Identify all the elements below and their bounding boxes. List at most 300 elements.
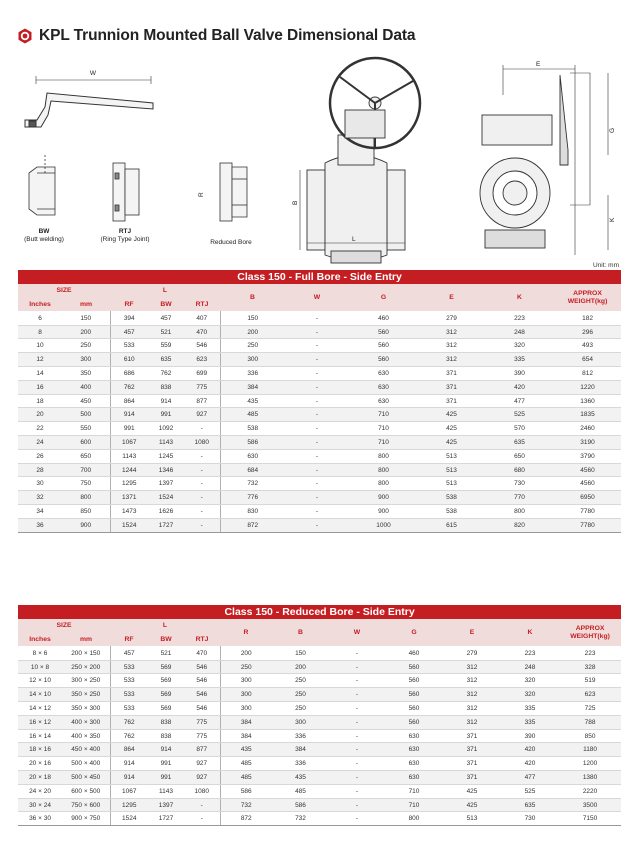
table-cell: 16 — [18, 380, 62, 394]
table-cell: 300 — [220, 674, 272, 688]
table-cell: 838 — [148, 729, 184, 743]
reduced-bore-table — [18, 605, 621, 826]
table-row — [18, 660, 621, 674]
table-cell: 730 — [501, 812, 559, 826]
table-cell: 538 — [418, 505, 485, 519]
table-row — [18, 436, 621, 450]
table-cell: 312 — [443, 674, 501, 688]
table-cell: 312 — [443, 688, 501, 702]
weight-header — [559, 619, 621, 647]
table-cell: 615 — [418, 518, 485, 532]
table-cell: 650 — [62, 449, 110, 463]
table-cell: 250 × 200 — [62, 660, 110, 674]
table-cell: 485 — [220, 757, 272, 771]
table-cell: 10 × 8 — [18, 660, 62, 674]
table-cell: - — [329, 715, 385, 729]
table-cell: 300 — [220, 688, 272, 702]
table-cell: 457 — [148, 311, 184, 325]
table-cell: 390 — [501, 729, 559, 743]
table-cell: 36 × 30 — [18, 812, 62, 826]
table-cell: 830 — [220, 505, 285, 519]
table-cell: 394 — [110, 311, 148, 325]
table-cell: 30 × 24 — [18, 798, 62, 812]
table-cell: 533 — [110, 688, 148, 702]
table-cell: 513 — [418, 463, 485, 477]
table-cell: 1524 — [148, 491, 184, 505]
table-cell: 586 — [272, 798, 329, 812]
weight-header-line2: WEIGHT(kg) — [567, 297, 608, 305]
table-cell: 914 — [148, 743, 184, 757]
table-cell: 1000 — [349, 518, 418, 532]
table-cell: 914 — [110, 757, 148, 771]
table-cell: - — [184, 422, 220, 436]
table-cell: 623 — [559, 688, 621, 702]
table-cell: 1067 — [110, 436, 148, 450]
table-cell: - — [285, 436, 349, 450]
table-cell: 1143 — [148, 784, 184, 798]
table-cell: 900 — [62, 518, 110, 532]
table-cell: 425 — [443, 784, 501, 798]
table-cell: 14 × 12 — [18, 702, 62, 716]
reduced-bore-banner: Class 150 - Reduced Bore - Side Entry — [18, 605, 621, 619]
table-cell: 700 — [62, 463, 110, 477]
table-cell: - — [285, 422, 349, 436]
table-cell: 500 × 400 — [62, 757, 110, 771]
table-cell: 425 — [443, 798, 501, 812]
table-cell: 914 — [148, 394, 184, 408]
table-cell: 500 — [62, 408, 110, 422]
table-cell: 6 — [18, 311, 62, 325]
table-cell: - — [329, 660, 385, 674]
table-cell: - — [285, 408, 349, 422]
table-cell: 686 — [110, 367, 148, 381]
inches-header: Inches — [18, 298, 62, 312]
table-cell: 4560 — [554, 463, 621, 477]
table-cell: 300 × 250 — [62, 674, 110, 688]
table-cell: 420 — [501, 757, 559, 771]
table-row — [18, 715, 621, 729]
table-cell: 420 — [485, 380, 554, 394]
table-cell: 279 — [418, 311, 485, 325]
table-cell: 533 — [110, 674, 148, 688]
table-cell: 250 — [272, 688, 329, 702]
table-cell: 7780 — [554, 505, 621, 519]
table-row — [18, 353, 621, 367]
table-cell: 3190 — [554, 436, 621, 450]
table-row — [18, 702, 621, 716]
table-cell: 1727 — [148, 518, 184, 532]
full-bore-banner: Class 150 - Full Bore - Side Entry — [18, 270, 621, 284]
table-row — [18, 784, 621, 798]
table-cell: 371 — [418, 380, 485, 394]
bw-caption: BW — [38, 228, 50, 235]
table-cell: 150 — [220, 311, 285, 325]
table-cell: 425 — [418, 422, 485, 436]
table-cell: 7150 — [559, 812, 621, 826]
table-row — [18, 812, 621, 826]
table-cell: 14 — [18, 367, 62, 381]
table-cell: 14 × 10 — [18, 688, 62, 702]
table-cell: 400 × 350 — [62, 729, 110, 743]
bw-subcaption: (Butt welding) — [24, 236, 64, 243]
table-cell: 150 — [272, 646, 329, 660]
table-cell: 477 — [501, 771, 559, 785]
table-cell: 1220 — [554, 380, 621, 394]
table-cell: 546 — [184, 702, 220, 716]
table-row — [18, 477, 621, 491]
table-row — [18, 491, 621, 505]
table-cell: 877 — [184, 743, 220, 757]
table-cell: 12 — [18, 353, 62, 367]
table-row — [18, 688, 621, 702]
table-cell: 1080 — [184, 784, 220, 798]
table-cell: 750 × 600 — [62, 798, 110, 812]
table-cell: 800 — [349, 477, 418, 491]
table-cell: 630 — [385, 757, 443, 771]
table-row — [18, 463, 621, 477]
table-cell: 20 × 16 — [18, 757, 62, 771]
table-row — [18, 311, 621, 325]
table-cell: 435 — [220, 743, 272, 757]
table-cell: 350 × 300 — [62, 702, 110, 716]
reduced-bore-drawing — [220, 163, 247, 221]
table-cell: 1835 — [554, 408, 621, 422]
table-row — [18, 757, 621, 771]
table-cell: 1473 — [110, 505, 148, 519]
table-cell: - — [285, 394, 349, 408]
table-cell: 872 — [220, 812, 272, 826]
table-cell: 200 — [272, 660, 329, 674]
table-cell: - — [329, 674, 385, 688]
table-cell: 560 — [349, 353, 418, 367]
table-cell: 525 — [501, 784, 559, 798]
table-cell: 450 — [62, 394, 110, 408]
table-cell: 250 — [220, 339, 285, 353]
table-cell: 762 — [110, 715, 148, 729]
table-cell: 533 — [110, 702, 148, 716]
table-cell: 1080 — [184, 436, 220, 450]
table-cell: 630 — [385, 743, 443, 757]
g-header: G — [349, 284, 418, 312]
table-cell: 371 — [418, 367, 485, 381]
table-cell: 569 — [148, 688, 184, 702]
lever-drawing — [25, 76, 153, 127]
table-cell: 570 — [485, 422, 554, 436]
table-cell: 775 — [184, 715, 220, 729]
size-header: SIZE — [18, 619, 110, 633]
table-cell: 1727 — [148, 812, 184, 826]
table-cell: 710 — [349, 436, 418, 450]
table-cell: 10 — [18, 339, 62, 353]
e-header: E — [418, 284, 485, 312]
table-cell: 812 — [554, 367, 621, 381]
table-cell: - — [184, 463, 220, 477]
table-cell: 470 — [184, 646, 220, 660]
unit-note: Unit: mm — [593, 262, 619, 269]
table-cell: 1380 — [559, 771, 621, 785]
table-cell: 788 — [559, 715, 621, 729]
table-cell: - — [285, 463, 349, 477]
table-cell: - — [329, 702, 385, 716]
table-cell: 730 — [485, 477, 554, 491]
table-cell: 300 — [220, 353, 285, 367]
table-cell: - — [184, 798, 220, 812]
table-cell: 525 — [485, 408, 554, 422]
table-cell: 927 — [184, 757, 220, 771]
k-header: K — [485, 284, 554, 312]
table-cell: 630 — [349, 380, 418, 394]
table-cell: 800 — [349, 463, 418, 477]
table-row — [18, 325, 621, 339]
weight-header-line1: APPROX — [575, 624, 605, 632]
mm-header: mm — [62, 633, 110, 647]
table-cell: 560 — [385, 660, 443, 674]
table-cell: 371 — [443, 743, 501, 757]
table-cell: - — [285, 380, 349, 394]
table-cell: 800 — [385, 812, 443, 826]
table-cell: 20 — [18, 408, 62, 422]
table-cell: 991 — [110, 422, 148, 436]
mm-header: mm — [62, 298, 110, 312]
table-cell: 36 — [18, 518, 62, 532]
table-cell: 1143 — [110, 449, 148, 463]
table-cell: 850 — [559, 729, 621, 743]
r-header: R — [220, 619, 272, 647]
table-cell: 560 — [385, 715, 443, 729]
table-cell: 2220 — [559, 784, 621, 798]
table-cell: 533 — [110, 660, 148, 674]
table-cell: - — [285, 449, 349, 463]
title-row — [17, 25, 415, 47]
b-header: B — [220, 284, 285, 312]
g-dim-label: G — [609, 127, 616, 133]
table-row — [18, 743, 621, 757]
table-cell: 320 — [501, 674, 559, 688]
table-cell: 710 — [385, 798, 443, 812]
table-cell: 279 — [443, 646, 501, 660]
table-cell: 513 — [443, 812, 501, 826]
table-cell: 770 — [485, 491, 554, 505]
table-cell: 546 — [184, 688, 220, 702]
rtj-subcaption: (Ring Type Joint) — [100, 236, 150, 243]
table-cell: 762 — [110, 729, 148, 743]
table-cell: 630 — [349, 367, 418, 381]
table-cell: 371 — [443, 757, 501, 771]
e-dim-label: E — [536, 61, 541, 68]
table-cell: 710 — [385, 784, 443, 798]
table-cell: 650 — [485, 449, 554, 463]
table-cell: 586 — [220, 436, 285, 450]
l-dim-label: L — [352, 236, 356, 243]
table-cell: 864 — [110, 743, 148, 757]
b-dim-label: B — [292, 200, 299, 205]
w-header: W — [329, 619, 385, 647]
table-cell: 864 — [110, 394, 148, 408]
table-cell: 460 — [349, 311, 418, 325]
table-cell: - — [184, 812, 220, 826]
table-cell: 914 — [110, 408, 148, 422]
table-cell: 457 — [110, 646, 148, 660]
table-cell: 400 × 300 — [62, 715, 110, 729]
table-cell: 477 — [485, 394, 554, 408]
table-cell: 1180 — [559, 743, 621, 757]
e-header: E — [443, 619, 501, 647]
k-dim-label: K — [609, 217, 616, 222]
table-cell: 300 — [272, 715, 329, 729]
table-cell: 384 — [220, 715, 272, 729]
table-cell: 425 — [418, 408, 485, 422]
table-cell: 350 — [62, 367, 110, 381]
table-cell: 560 — [349, 339, 418, 353]
table-cell: 420 — [501, 743, 559, 757]
table-cell: 371 — [418, 394, 485, 408]
bw-header: BW — [148, 298, 184, 312]
table-cell: 560 — [385, 702, 443, 716]
table-cell: 312 — [443, 715, 501, 729]
table-cell: 513 — [418, 477, 485, 491]
table-cell: - — [184, 505, 220, 519]
table-cell: - — [285, 325, 349, 339]
table-cell: 725 — [559, 702, 621, 716]
table-cell: 18 — [18, 394, 62, 408]
table-cell: 3500 — [559, 798, 621, 812]
table-cell: 250 — [220, 660, 272, 674]
table-cell: 927 — [184, 771, 220, 785]
kpl-logo-icon — [17, 28, 33, 44]
table-cell: 550 — [62, 422, 110, 436]
table-cell: 223 — [501, 646, 559, 660]
table-cell: 1295 — [110, 798, 148, 812]
table-cell: 900 × 750 — [62, 812, 110, 826]
table-cell: 800 — [485, 505, 554, 519]
table-cell: 750 — [62, 477, 110, 491]
table-row — [18, 646, 621, 660]
table-cell: 800 — [349, 449, 418, 463]
table-cell: 710 — [349, 408, 418, 422]
table-cell: 1524 — [110, 812, 148, 826]
table-cell: 699 — [184, 367, 220, 381]
table-cell: 485 — [220, 771, 272, 785]
table-cell: 914 — [110, 771, 148, 785]
table-cell: 350 × 250 — [62, 688, 110, 702]
table-cell: 312 — [443, 702, 501, 716]
table-cell: 519 — [559, 674, 621, 688]
table-cell: 732 — [220, 798, 272, 812]
table-row — [18, 408, 621, 422]
l-header: L — [110, 284, 220, 298]
table-cell: 538 — [220, 422, 285, 436]
table-cell: 200 — [220, 646, 272, 660]
weight-header — [554, 284, 621, 312]
table-cell: 336 — [272, 729, 329, 743]
size-header: SIZE — [18, 284, 110, 298]
table-row — [18, 505, 621, 519]
table-cell: 390 — [485, 367, 554, 381]
table-cell: 1397 — [148, 798, 184, 812]
table-cell: 600 — [62, 436, 110, 450]
table-cell: 34 — [18, 505, 62, 519]
table-cell: 4560 — [554, 477, 621, 491]
table-cell: 182 — [554, 311, 621, 325]
rtj-caption: RTJ — [118, 228, 132, 235]
table-cell: 335 — [501, 715, 559, 729]
table-cell: 877 — [184, 394, 220, 408]
table-cell: 32 — [18, 491, 62, 505]
table-cell: 300 — [220, 702, 272, 716]
table-cell: 460 — [385, 646, 443, 660]
bw-header: BW — [148, 633, 184, 647]
table-cell: 776 — [220, 491, 285, 505]
full-bore-table — [18, 270, 621, 533]
table-cell: 200 — [62, 325, 110, 339]
table-cell: 200 — [220, 325, 285, 339]
table-cell: 1067 — [110, 784, 148, 798]
table-cell: 623 — [184, 353, 220, 367]
table-cell: 335 — [485, 353, 554, 367]
table-cell: 560 — [349, 325, 418, 339]
table-cell: 732 — [220, 477, 285, 491]
l-header: L — [110, 619, 220, 633]
table-cell: - — [285, 491, 349, 505]
table-cell: - — [329, 743, 385, 757]
rf-header: RF — [110, 298, 148, 312]
b-header: B — [272, 619, 329, 647]
r-dim-label: R — [198, 192, 205, 197]
table-cell: 24 × 20 — [18, 784, 62, 798]
table-cell: 312 — [443, 660, 501, 674]
inches-header: Inches — [18, 633, 62, 647]
valve-side-view — [300, 58, 420, 263]
table-cell: 22 — [18, 422, 62, 436]
table-cell: 991 — [148, 408, 184, 422]
table-cell: 248 — [485, 325, 554, 339]
table-cell: 654 — [554, 353, 621, 367]
table-cell: 223 — [559, 646, 621, 660]
table-cell: 320 — [501, 688, 559, 702]
reduced-bore-table-body — [18, 646, 621, 825]
table-cell: 762 — [110, 380, 148, 394]
table-cell: 12 × 10 — [18, 674, 62, 688]
table-cell: 20 × 18 — [18, 771, 62, 785]
table-cell: 28 — [18, 463, 62, 477]
table-cell: 1371 — [110, 491, 148, 505]
table-cell: - — [285, 367, 349, 381]
table-cell: 1295 — [110, 477, 148, 491]
table-cell: 838 — [148, 380, 184, 394]
page-title: KPL Trunnion Mounted Ball Valve Dimensional Data — [39, 27, 416, 44]
table-cell: 250 — [272, 702, 329, 716]
table-row — [18, 674, 621, 688]
table-cell: 485 — [272, 784, 329, 798]
rtj-end-drawing — [113, 163, 139, 221]
k-header: K — [501, 619, 559, 647]
table-cell: 513 — [418, 449, 485, 463]
table-cell: 336 — [220, 367, 285, 381]
table-cell: 6950 — [554, 491, 621, 505]
rtj-header: RTJ — [184, 633, 220, 647]
table-cell: 450 × 400 — [62, 743, 110, 757]
table-cell: 1626 — [148, 505, 184, 519]
table-cell: 320 — [485, 339, 554, 353]
table-cell: 435 — [220, 394, 285, 408]
table-cell: 485 — [220, 408, 285, 422]
table-cell: 521 — [148, 325, 184, 339]
table-cell: 521 — [148, 646, 184, 660]
table-cell: 1244 — [110, 463, 148, 477]
table-cell: 18 × 16 — [18, 743, 62, 757]
table-cell: - — [329, 798, 385, 812]
table-cell: 533 — [110, 339, 148, 353]
